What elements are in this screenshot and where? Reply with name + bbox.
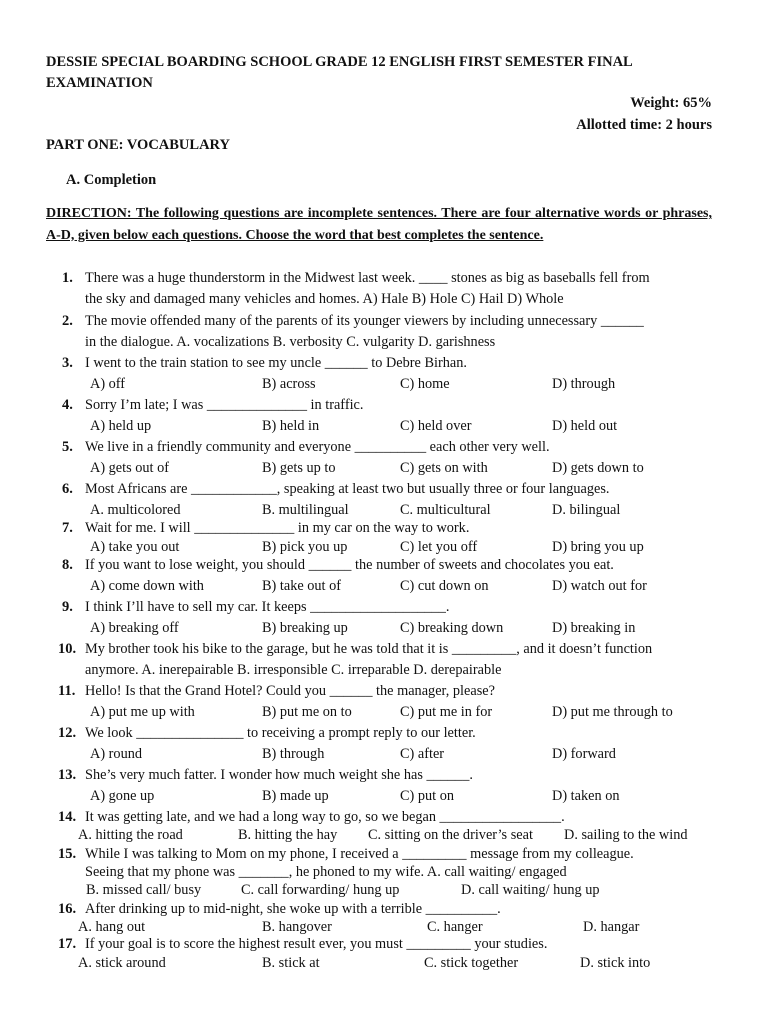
exam-weight: Weight: 65%: [630, 95, 712, 111]
question-text: The movie offended many of the parents of its younger viewers by including unnecessary ______: [85, 313, 644, 329]
answer-option[interactable]: D) put me through to: [552, 704, 673, 720]
answer-option[interactable]: A) put me up with: [90, 704, 195, 720]
question-text: After drinking up to mid-night, she woke up with a terrible __________.: [85, 901, 501, 917]
question-text: If your goal is to score the highest result ever, you must _________ your studies.: [85, 936, 548, 952]
question-text: We look _______________ to receiving a prompt reply to our letter.: [85, 725, 476, 741]
answer-option[interactable]: B. hitting the hay: [238, 827, 338, 843]
answer-option[interactable]: C. multicultural: [400, 502, 491, 518]
answer-option[interactable]: D. bilingual: [552, 502, 621, 518]
answer-option[interactable]: D) forward: [552, 746, 616, 762]
answer-option[interactable]: B) held in: [262, 418, 320, 434]
answer-option[interactable]: C) put me in for: [400, 704, 493, 720]
question-number: 8.: [62, 557, 73, 573]
answer-option[interactable]: A) gets out of: [90, 460, 170, 476]
question-number: 10.: [58, 641, 77, 657]
question-text: Wait for me. I will ______________ in my car on the way to work.: [85, 520, 470, 536]
answer-option[interactable]: B) take out of: [262, 578, 342, 594]
question-number: 14.: [58, 809, 77, 825]
question-text: I think I’ll have to sell my car. It keeps ___________________.: [85, 599, 450, 615]
question-number: 9.: [62, 599, 73, 615]
answer-option[interactable]: B) breaking up: [262, 620, 348, 636]
answer-option[interactable]: D) gets down to: [552, 460, 644, 476]
question-text: Sorry I’m late; I was ______________ in traffic.: [85, 397, 364, 413]
question-number: 1.: [62, 270, 73, 286]
answer-option[interactable]: C. call forwarding/ hung up: [241, 882, 400, 898]
answer-option[interactable]: C) home: [400, 376, 450, 392]
section-heading: A. Completion: [66, 172, 157, 188]
answer-option[interactable]: A) round: [90, 746, 143, 762]
answer-option[interactable]: A. stick around: [78, 955, 166, 971]
question-text: My brother took his bike to the garage, but he was told that it is _________, and it doesn’t function: [85, 641, 653, 657]
question-number: 4.: [62, 397, 73, 413]
question-text: She’s very much fatter. I wonder how much weight she has ______.: [85, 767, 473, 783]
question-number: 3.: [62, 355, 73, 371]
question-text: in the dialogue. A. vocalizations B. verbosity C. vulgarity D. garishness: [85, 334, 496, 350]
answer-option[interactable]: B) across: [262, 376, 316, 392]
question-text: anymore. A. inerepairable B. irresponsible C. irreparable D. derepairable: [85, 662, 502, 678]
answer-option[interactable]: B) pick you up: [262, 539, 348, 555]
question-text: I went to the train station to see my uncle ______ to Debre Birhan.: [85, 355, 467, 371]
question-text: While I was talking to Mom on my phone, I received a _________ message from my colleague.: [85, 846, 634, 862]
question-number: 17.: [58, 936, 77, 952]
question-text: Most Africans are ____________, speaking at least two but usually three or four languages.: [85, 481, 610, 497]
answer-option[interactable]: D. call waiting/ hung up: [461, 882, 600, 898]
answer-option[interactable]: C. sitting on the driver’s seat: [368, 827, 533, 843]
answer-option[interactable]: C) put on: [400, 788, 455, 804]
question-text: There was a huge thunderstorm in the Midwest last week. ____ stones as big as baseballs fell from: [85, 270, 650, 286]
answer-option[interactable]: B) gets up to: [262, 460, 336, 476]
answer-option[interactable]: B) put me on to: [262, 704, 352, 720]
answer-option[interactable]: D) held out: [552, 418, 618, 434]
answer-option[interactable]: D) watch out for: [552, 578, 647, 594]
answer-option[interactable]: C) let you off: [400, 539, 478, 555]
answer-option[interactable]: D. stick into: [580, 955, 651, 971]
question-number: 15.: [58, 846, 77, 862]
answer-option[interactable]: C) after: [400, 746, 445, 762]
question-number: 5.: [62, 439, 73, 455]
answer-option[interactable]: B. hangover: [262, 919, 332, 935]
answer-option[interactable]: A) off: [90, 376, 126, 392]
question-number: 12.: [58, 725, 77, 741]
question-number: 7.: [62, 520, 73, 536]
answer-option[interactable]: A) held up: [90, 418, 152, 434]
answer-option[interactable]: B. missed call/ busy: [86, 882, 202, 898]
answer-option[interactable]: B. stick at: [262, 955, 320, 971]
answer-option[interactable]: A. hitting the road: [78, 827, 183, 843]
answer-option[interactable]: C) breaking down: [400, 620, 504, 636]
answer-option[interactable]: A) take you out: [90, 539, 180, 555]
answer-option[interactable]: D) bring you up: [552, 539, 644, 555]
answer-option[interactable]: D) breaking in: [552, 620, 636, 636]
answer-option[interactable]: D. sailing to the wind: [564, 827, 688, 843]
question-text: If you want to lose weight, you should ______ the number of sweets and chocolates you eat.: [85, 557, 614, 573]
answer-option[interactable]: C) cut down on: [400, 578, 489, 594]
answer-option[interactable]: B. multilingual: [262, 502, 349, 518]
answer-option[interactable]: C. stick together: [424, 955, 519, 971]
question-text: Hello! Is that the Grand Hotel? Could you ______ the manager, please?: [85, 683, 495, 699]
answer-option[interactable]: D. hangar: [583, 919, 640, 935]
answer-option[interactable]: D) through: [552, 376, 616, 392]
answer-option[interactable]: A) come down with: [90, 578, 204, 594]
answer-option[interactable]: A) gone up: [90, 788, 155, 804]
question-text: We live in a friendly community and everyone __________ each other very well.: [85, 439, 550, 455]
question-number: 16.: [58, 901, 77, 917]
question-number: 11.: [58, 683, 76, 699]
question-text: Seeing that my phone was _______, he phoned to my wife. A. call waiting/ engaged: [85, 864, 567, 880]
question-number: 2.: [62, 313, 73, 329]
answer-option[interactable]: A) breaking off: [90, 620, 179, 636]
answer-option[interactable]: A. multicolored: [90, 502, 181, 518]
exam-time: Allotted time: 2 hours: [576, 117, 712, 133]
answer-option[interactable]: A. hang out: [78, 919, 146, 935]
answer-option[interactable]: C) gets on with: [400, 460, 488, 476]
direction-text: DIRECTION: The following questions are incomplete sentences. There are four alternative words or phrases, A-D, given below each questions. Choose the word that best completes the sentence.: [46, 206, 712, 243]
answer-option[interactable]: B) through: [262, 746, 325, 762]
question-text: It was getting late, and we had a long way to go, so we began _________________.: [85, 809, 565, 825]
exam-title-line2: EXAMINATION: [46, 75, 153, 91]
question-text: the sky and damaged many vehicles and homes. A) Hale B) Hole C) Hail D) Whole: [85, 291, 564, 307]
part-heading: PART ONE: VOCABULARY: [46, 137, 230, 153]
exam-title-line1: DESSIE SPECIAL BOARDING SCHOOL GRADE 12 ENGLISH FIRST SEMESTER FINAL: [46, 54, 633, 70]
answer-option[interactable]: C) held over: [400, 418, 472, 434]
question-number: 6.: [62, 481, 73, 497]
answer-option[interactable]: B) made up: [262, 788, 329, 804]
answer-option[interactable]: C. hanger: [427, 919, 483, 935]
question-number: 13.: [58, 767, 77, 783]
answer-option[interactable]: D) taken on: [552, 788, 620, 804]
